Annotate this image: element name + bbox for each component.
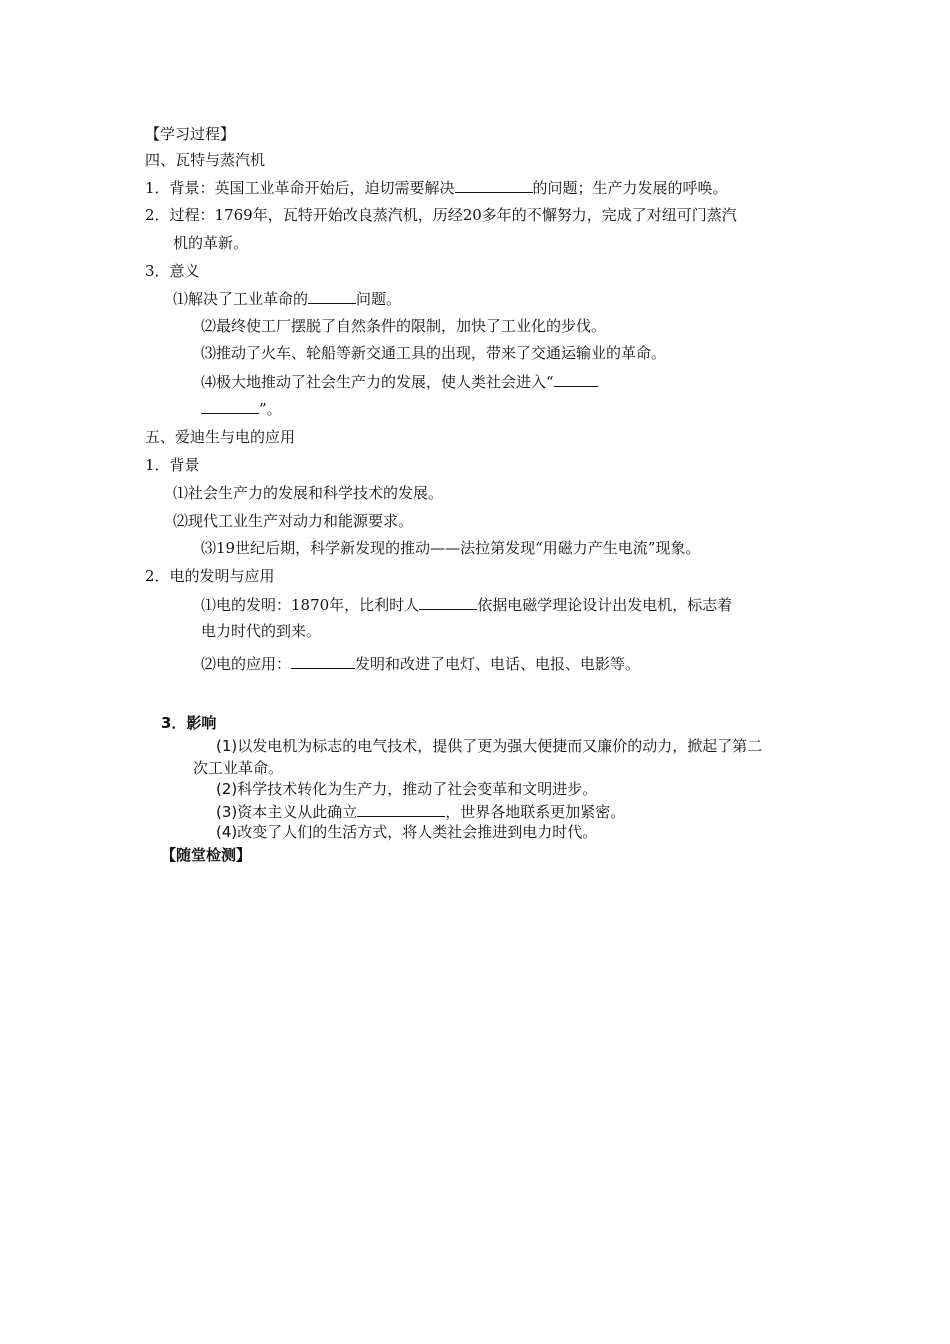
significance-2: ⑵最终使工厂摆脱了自然条件的限制，加快了工业化的步伐。: [201, 317, 607, 335]
section-4-item-1-text-b: 的问题；生产力发展的呼唤。: [532, 179, 728, 197]
invention-1-line-1: [201, 594, 732, 615]
impact-4: (4)改变了人们的生活方式，将人类社会推进到电力时代。: [216, 823, 598, 841]
section-5-item-3: 3．影响: [161, 714, 217, 732]
answer-blank: [291, 653, 355, 669]
invention-1-text-b: 依据电磁学理论设计出发电机，标志着: [477, 596, 733, 614]
significance-1: [173, 288, 401, 309]
invention-1-text-a: ⑴电的发明：1870年，比利时人: [201, 596, 420, 614]
section-4-item-2-line-2: 机的革新。: [173, 234, 249, 252]
answer-blank: [419, 594, 477, 610]
background-1: ⑴社会生产力的发展和科学技术的发展。: [173, 484, 444, 502]
significance-1-text-b: 问题。: [356, 290, 402, 308]
impact-3: [216, 801, 625, 822]
section-4-title: 四、瓦特与蒸汽机: [145, 151, 266, 169]
background-2: ⑵现代工业生产对动力和能源要求。: [173, 512, 414, 530]
section-5-item-2: 2．电的发明与应用: [145, 567, 275, 585]
answer-blank: [201, 398, 259, 414]
invention-2-text-b: 发明和改进了电灯、电话、电报、电影等。: [355, 655, 641, 673]
section-5-title: 五、爱迪生与电的应用: [145, 428, 296, 446]
impact-3-text-b: ，世界各地联系更加紧密。: [445, 803, 626, 821]
answer-blank: [308, 288, 356, 304]
heading-learning-process: 【学习过程】: [145, 125, 236, 143]
invention-2-text-a: ⑵电的应用：: [201, 655, 292, 673]
impact-3-text-a: (3)资本主义从此确立: [216, 803, 358, 821]
significance-4-line-2: [201, 398, 282, 419]
significance-1-text-a: ⑴解决了工业革命的: [173, 290, 309, 308]
section-4-item-2-line-1: 2．过程：1769年，瓦特开始改良蒸汽机，历经20多年的不懈努力，完成了对纽可门蒸汽: [145, 206, 737, 224]
heading-in-class-test: 【随堂检测】: [161, 846, 252, 864]
invention-2: [201, 653, 640, 674]
significance-4-line-1: [201, 371, 598, 392]
impact-2: (2)科学技术转化为生产力，推动了社会变革和文明进步。: [216, 780, 598, 798]
significance-3: ⑶推动了火车、轮船等新交通工具的出现，带来了交通运输业的革命。: [201, 344, 667, 362]
answer-blank: [455, 177, 533, 193]
impact-1-line-2: 次工业革命。: [193, 759, 284, 777]
background-3: ⑶19世纪后期，科学新发现的推动——法拉第发现“用磁力产生电流”现象。: [201, 539, 701, 557]
significance-4-text-a: ⑷极大地推动了社会生产力的发展，使人类社会进入“: [201, 373, 554, 391]
answer-blank: [554, 371, 598, 387]
invention-1-line-2: 电力时代的到来。: [201, 622, 322, 640]
section-4-item-3: 3．意义: [145, 262, 200, 280]
section-4-item-1-text-a: 1．背景：英国工业革命开始后，迫切需要解决: [145, 179, 455, 197]
impact-1-line-1: (1)以发电机为标志的电气技术，提供了更为强大便捷而又廉价的动力，掀起了第二: [216, 737, 763, 755]
answer-blank: [357, 801, 445, 817]
section-5-item-1: 1．背景: [145, 456, 200, 474]
significance-4-text-b: ”。: [259, 400, 282, 418]
section-4-item-1: [145, 177, 728, 198]
